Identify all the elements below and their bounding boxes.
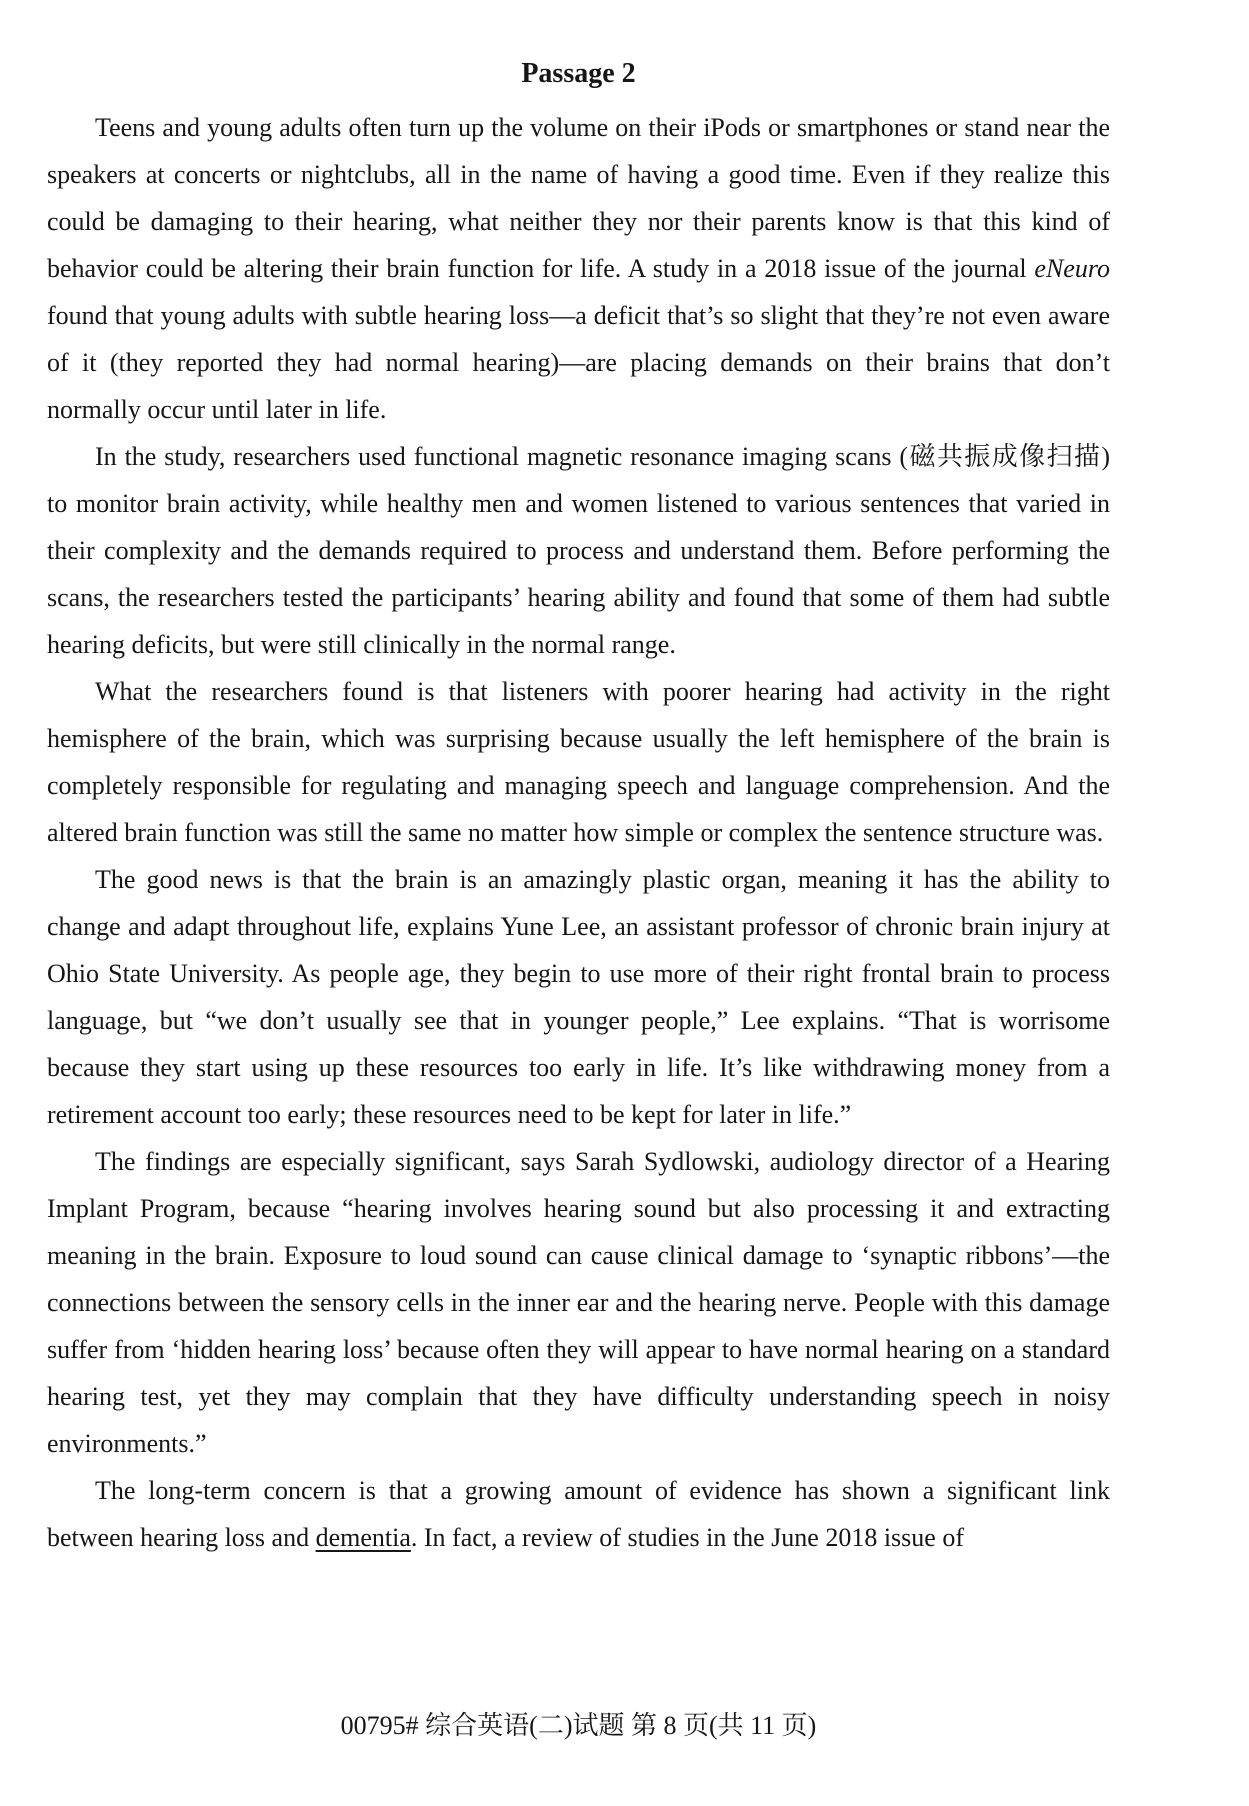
text-run: found that young adults with subtle hearing loss—a deficit that’s so slight that they’re not even aware of it (they reported they had normal hearing)—are placing demands on their brains that don’t normally occur until later in life. [47, 301, 1110, 424]
text-run: . In fact, a review of studies in the June 2018 issue of [410, 1523, 964, 1552]
paragraph [47, 856, 1110, 1138]
text-run: The long-term concern is that a growing amount of evidence has shown a significant link between hearing loss and [47, 1476, 1110, 1552]
footer-text: 00795# 综合英语(二)试题 第 8 页(共 11 页) [340, 1711, 817, 1740]
passage-body [47, 104, 1110, 1561]
page-footer [47, 1708, 1110, 1744]
text-run: In the study, researchers used functional magnetic resonance imaging scans (磁共振成像扫描) to monitor brain activity, while healthy men and women listened to various sentences that varied in their complexity and the demands required to process and understand them. Before performing the scans, the researchers tested the participants’ hearing ability and found that some of them had subtle hearing deficits, but were still clinically in the normal range. [47, 442, 1110, 659]
paragraph [47, 1138, 1110, 1467]
paragraph [47, 104, 1110, 433]
text-run: What the researchers found is that listeners with poorer hearing had activity in the right hemisphere of the brain, which was surprising because usually the left hemisphere of the brain is completely responsible for regulating and managing speech and language comprehension. And the altered brain function was still the same no matter how simple or complex the sentence structure was. [47, 677, 1110, 847]
paragraph [47, 668, 1110, 856]
text-run: The good news is that the brain is an amazingly plastic organ, meaning it has the ability to change and adapt throughout life, explains Yune Lee, an assistant professor of chronic brain injury at Ohio State University. As people age, they begin to use more of their right frontal brain to process language, but “we don’t usually see that in younger people,” Lee explains. “That is worrisome because they start using up these resources too early in life. It’s like withdrawing money from a retirement account too early; these resources need to be kept for later in life.” [47, 865, 1110, 1129]
text-run: The findings are especially significant, says Sarah Sydlowski, audiology director of a Hearing Implant Program, because “hearing involves hearing sound but also processing it and extracting meaning in the brain. Exposure to loud sound can cause clinical damage to ‘synaptic ribbons’—the connections between the sensory cells in the inner ear and the hearing nerve. People with this damage suffer from ‘hidden hearing loss’ because often they will appear to have normal hearing on a standard hearing test, yet they may complain that they have difficulty understanding speech in noisy environments.” [47, 1147, 1110, 1458]
italic-text: eNeuro [1034, 254, 1110, 283]
paragraph [47, 1467, 1110, 1561]
passage-title: Passage 2 [521, 58, 636, 89]
text-run: Teens and young adults often turn up the volume on their iPods or smartphones or stand near the speakers at concerts or nightclubs, all in the name of having a good time. Even if they realize this could be damaging to their hearing, what neither they nor their parents know is that this kind of behavior could be altering their brain function for life. A study in a 2018 issue of the journal [47, 113, 1110, 283]
underline-text: dementia [315, 1523, 411, 1552]
paragraph [47, 433, 1110, 668]
